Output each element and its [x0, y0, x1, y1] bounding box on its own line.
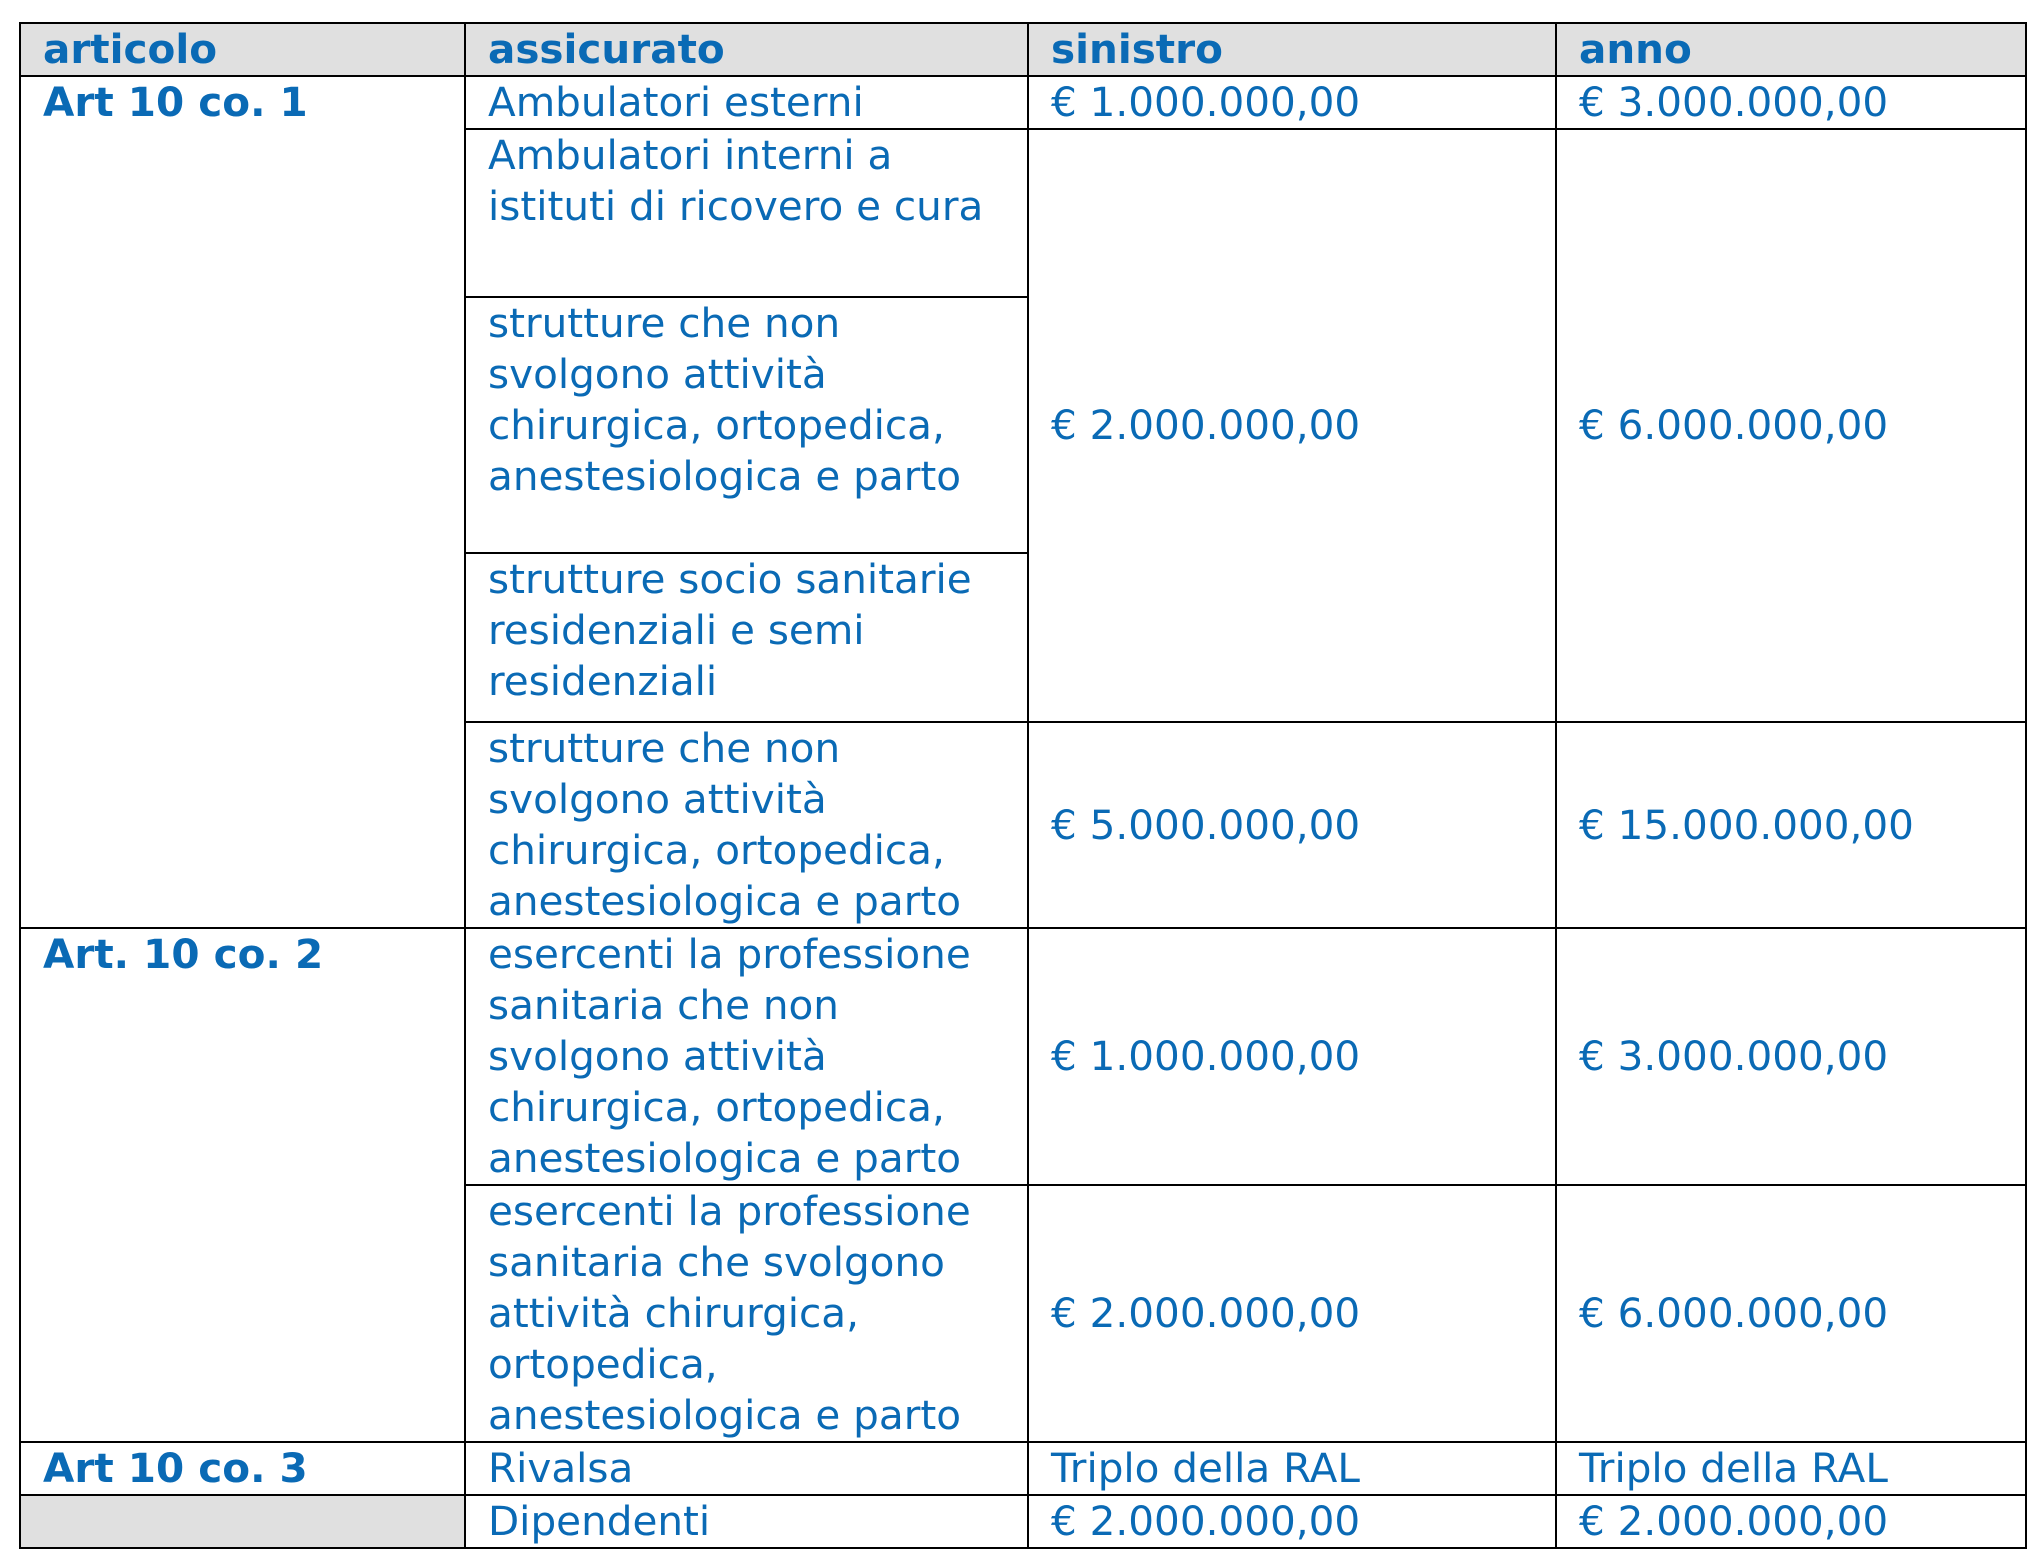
assicurato-line: svolgono attività	[488, 1032, 827, 1080]
articolo-cell	[20, 297, 465, 553]
sinistro-cell: € 5.000.000,00	[1028, 722, 1556, 928]
sinistro-cell: Triplo della RAL	[1028, 1442, 1556, 1495]
coverage-table	[19, 22, 2027, 1549]
anno-cell: € 3.000.000,00	[1556, 76, 2026, 129]
assicurato-cell	[465, 297, 1028, 553]
assicurato-line: residenziali	[488, 657, 718, 705]
articolo-cell: Art 10 co. 3	[20, 1442, 465, 1495]
assicurato-line: sanitaria che non	[488, 981, 839, 1029]
table-row	[20, 129, 2026, 297]
anno-cell: € 6.000.000,00	[1556, 1185, 2026, 1442]
assicurato-cell	[465, 1185, 1028, 1442]
articolo-cell	[20, 1495, 465, 1548]
sinistro-cell: € 1.000.000,00	[1028, 76, 1556, 129]
sinistro-cell: € 2.000.000,00	[1028, 1495, 1556, 1548]
assicurato-cell	[465, 1495, 1028, 1548]
assicurato-line: attività chirurgica,	[488, 1289, 859, 1337]
assicurato-line: ortopedica,	[488, 1340, 718, 1388]
anno-cell: € 2.000.000,00	[1556, 1495, 2026, 1548]
assicurato-line: svolgono attività	[488, 350, 827, 398]
anno-cell: € 6.000.000,00	[1556, 129, 2026, 722]
assicurato-line: chirurgica, ortopedica,	[488, 401, 945, 449]
assicurato-line: esercenti la professione	[488, 1187, 971, 1235]
assicurato-line: strutture che non	[488, 724, 841, 772]
table-row	[20, 1185, 2026, 1442]
sinistro-cell: € 1.000.000,00	[1028, 928, 1556, 1185]
anno-cell: Triplo della RAL	[1556, 1442, 2026, 1495]
table-row	[20, 1495, 2026, 1548]
assicurato-cell	[465, 1442, 1028, 1495]
assicurato-cell	[465, 553, 1028, 722]
assicurato-line: Ambulatori esterni	[488, 78, 864, 126]
header-anno: anno	[1556, 23, 2026, 76]
assicurato-line: Ambulatori interni a	[488, 131, 893, 179]
header-sinistro: sinistro	[1028, 23, 1556, 76]
anno-cell: € 3.000.000,00	[1556, 928, 2026, 1185]
assicurato-cell	[465, 722, 1028, 928]
articolo-cell	[20, 1185, 465, 1442]
sinistro-cell: € 2.000.000,00	[1028, 129, 1556, 722]
assicurato-line: istituti di ricovero e cura	[488, 182, 984, 230]
table-row	[20, 928, 2026, 1185]
articolo-cell: Art 10 co. 1	[20, 76, 465, 129]
assicurato-cell	[465, 129, 1028, 297]
assicurato-line: sanitaria che svolgono	[488, 1238, 945, 1286]
table-row	[20, 76, 2026, 129]
assicurato-line: residenziali e semi	[488, 606, 865, 654]
assicurato-line: anestesiologica e parto	[488, 877, 962, 925]
assicurato-cell	[465, 76, 1028, 129]
header-row	[20, 23, 2026, 76]
assicurato-line: esercenti la professione	[488, 930, 971, 978]
assicurato-line: anestesiologica e parto	[488, 1391, 962, 1439]
table-row	[20, 1442, 2026, 1495]
header-articolo: articolo	[20, 23, 465, 76]
assicurato-line: strutture socio sanitarie	[488, 555, 972, 603]
articolo-cell	[20, 129, 465, 297]
articolo-cell: Art. 10 co. 2	[20, 928, 465, 1185]
assicurato-line: Dipendenti	[488, 1497, 711, 1545]
assicurato-line: anestesiologica e parto	[488, 452, 962, 500]
table-row	[20, 722, 2026, 928]
assicurato-line: svolgono attività	[488, 775, 827, 823]
assicurato-line: anestesiologica e parto	[488, 1134, 962, 1182]
assicurato-line: strutture che non	[488, 299, 841, 347]
assicurato-line: chirurgica, ortopedica,	[488, 826, 945, 874]
header-assicurato: assicurato	[465, 23, 1028, 76]
sinistro-cell: € 2.000.000,00	[1028, 1185, 1556, 1442]
assicurato-line: chirurgica, ortopedica,	[488, 1083, 945, 1131]
assicurato-cell	[465, 928, 1028, 1185]
articolo-cell	[20, 722, 465, 928]
anno-cell: € 15.000.000,00	[1556, 722, 2026, 928]
assicurato-line: Rivalsa	[488, 1444, 634, 1492]
articolo-cell	[20, 553, 465, 722]
